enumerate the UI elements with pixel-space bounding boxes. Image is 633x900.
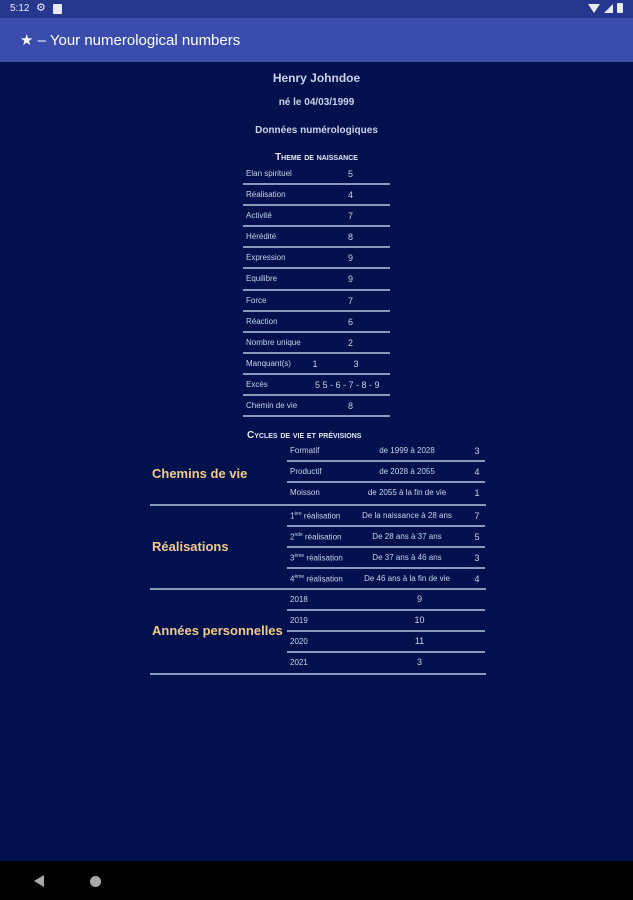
year-row <box>287 590 485 611</box>
cycle-name <box>290 532 341 542</box>
cycle-row <box>287 441 485 462</box>
cycle-value: 4 <box>474 467 480 478</box>
ordinal-number: 3 <box>290 553 295 563</box>
home-icon[interactable] <box>90 876 101 887</box>
ordinal-suffix: ère <box>294 511 302 517</box>
cycle-row <box>287 506 485 527</box>
year: 2019 <box>290 616 308 626</box>
theme-row <box>243 185 390 206</box>
cycles-title: Cycles de vie et prévisions <box>247 430 362 441</box>
navigation-bar <box>0 861 633 900</box>
cycle-name: Formatif <box>290 446 320 455</box>
back-icon[interactable] <box>34 875 44 887</box>
cycle-value: 1 <box>474 488 480 499</box>
numerology-data-title: Données numérologiques <box>255 125 378 136</box>
achievements-rows <box>287 506 485 590</box>
theme-row <box>243 291 390 312</box>
cycle-period: De 37 ans à 46 ans <box>372 553 442 563</box>
cycle-row <box>287 462 485 483</box>
year: 2021 <box>290 658 308 668</box>
cycle-row <box>287 483 485 504</box>
theme-row <box>243 269 390 290</box>
theme-row-value: 8 <box>347 401 353 412</box>
status-bar <box>0 0 633 18</box>
year-value: 3 <box>416 657 422 668</box>
theme-row-value: 8 <box>347 232 353 243</box>
theme-row-value: 2 <box>347 337 353 348</box>
app-bar <box>0 18 633 62</box>
ordinal-suffix: nde <box>294 532 303 539</box>
cycle-period: De 28 ans à 37 ans <box>372 532 442 542</box>
theme-row <box>243 312 390 333</box>
theme-row-label: Equilibre <box>246 274 278 284</box>
cycle-value: 4 <box>474 574 480 585</box>
status-icons <box>588 3 623 13</box>
sd-card-icon <box>53 4 62 14</box>
theme-row-label: Force <box>246 295 267 305</box>
personal-years-rows <box>287 590 485 674</box>
theme-row-label: Manquant(s) <box>246 358 291 368</box>
birth-theme-title: Theme de naissance <box>275 152 358 163</box>
achievement-word: réalisation <box>301 511 341 521</box>
status-time: 5:12 <box>10 3 30 14</box>
personal-years-group <box>150 590 486 675</box>
cycle-value: 5 <box>474 532 480 543</box>
cycle-value: 3 <box>474 553 480 564</box>
cycle-name: Productif <box>290 467 322 477</box>
ordinal-number: 1 <box>290 511 295 521</box>
achievement-word: réalisation <box>304 574 343 584</box>
cycle-name: Moisson <box>290 488 320 498</box>
life-paths-group <box>150 441 486 506</box>
theme-row-label: Activité <box>246 211 272 221</box>
ordinal-suffix: ème <box>294 574 305 581</box>
theme-row-label: Expression <box>246 253 286 263</box>
ordinal-suffix: ème <box>294 553 305 560</box>
theme-row-value: 9 <box>347 253 353 264</box>
ordinal-number: 4 <box>290 574 295 584</box>
theme-row-label: Hérédité <box>246 232 277 242</box>
year-value: 9 <box>416 594 422 604</box>
theme-row-value: 7 <box>347 295 353 306</box>
theme-row-label: Réaction <box>246 316 278 326</box>
life-paths-label: Chemins de vie <box>152 466 248 481</box>
year-value: 11 <box>414 636 425 647</box>
cycle-period: de 1999 à 2028 <box>379 446 435 455</box>
achievements-group <box>150 506 486 590</box>
year: 2018 <box>290 595 308 604</box>
achievement-word: réalisation <box>302 532 342 542</box>
year-row <box>287 653 485 674</box>
personal-years-label: Années personnelles <box>152 623 283 638</box>
theme-row-value: 7 <box>347 211 353 222</box>
theme-row-value: 4 <box>347 190 353 201</box>
theme-row <box>243 333 390 354</box>
cycle-period: De la naissance à 28 ans <box>362 511 452 520</box>
theme-row <box>243 227 390 248</box>
theme-row-value: 5 <box>347 169 353 179</box>
achievements-label: Réalisations <box>152 539 229 554</box>
cycle-row <box>287 527 485 548</box>
year-row <box>287 611 485 632</box>
cycle-name <box>290 553 343 563</box>
theme-row <box>243 375 390 396</box>
cell-signal-icon <box>604 4 613 13</box>
cycle-row <box>287 548 485 569</box>
theme-row <box>243 248 390 269</box>
theme-row-value-2: 3 <box>353 358 359 369</box>
theme-row <box>243 396 390 417</box>
cycle-value: 7 <box>474 511 480 521</box>
theme-row <box>243 354 390 375</box>
battery-icon <box>617 3 623 13</box>
birth-date: né le 04/03/1999 <box>278 97 355 108</box>
theme-row-value: 6 <box>347 316 353 327</box>
cycle-name <box>290 574 343 584</box>
theme-row-value: 1 <box>312 358 318 369</box>
year-value: 10 <box>414 615 425 626</box>
person-name: Henry Johndoe <box>272 71 361 85</box>
theme-row-label: Réalisation <box>246 190 286 200</box>
settings-gear-icon: ⚙ <box>36 2 46 14</box>
wifi-icon <box>588 4 600 13</box>
theme-row <box>243 206 390 227</box>
cycle-name <box>290 511 340 521</box>
year-row <box>287 632 485 653</box>
cycle-period: De 46 ans à la fin de vie <box>364 574 450 584</box>
achievement-word: réalisation <box>304 553 343 563</box>
cycle-value: 3 <box>474 446 480 456</box>
theme-row-value: 9 <box>347 274 353 285</box>
life-paths-rows <box>287 441 485 504</box>
theme-row <box>243 164 390 185</box>
theme-row-label: Excès <box>246 379 268 389</box>
year: 2020 <box>290 637 308 647</box>
theme-row-label: Chemin de vie <box>246 401 298 411</box>
cycle-row <box>287 569 485 590</box>
cycle-period: de 2055 à la fin de vie <box>367 488 447 498</box>
theme-row-label: Nombre unique <box>246 337 301 347</box>
theme-row-value: 5 5 - 6 - 7 - 8 - 9 <box>315 379 380 390</box>
app-bar-title: ★ – Your numerological numbers <box>20 32 241 49</box>
cycle-period: de 2028 à 2055 <box>379 467 435 477</box>
birth-theme-table <box>243 164 390 417</box>
theme-row-label: Elan spirituel <box>246 169 292 178</box>
ordinal-number: 2 <box>290 532 295 542</box>
